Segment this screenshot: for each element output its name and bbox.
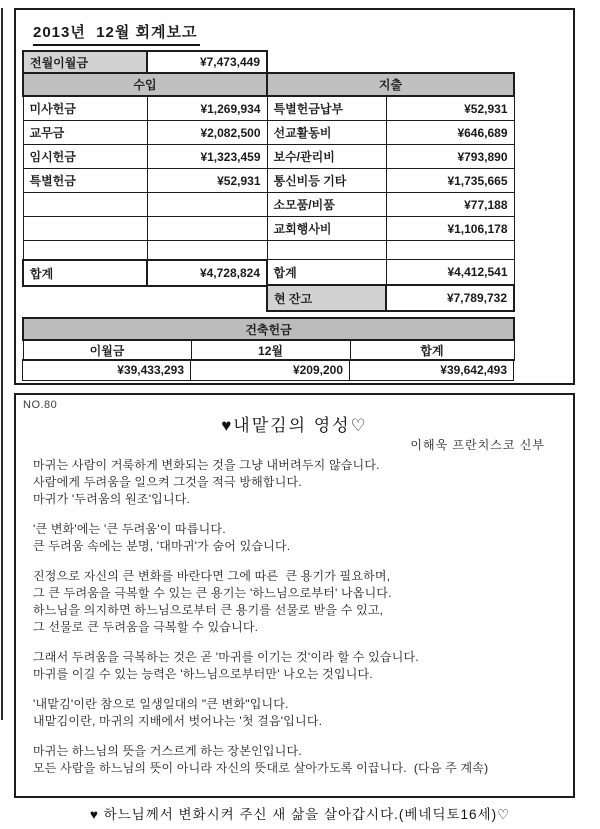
- income-row-value: ¥1,269,934: [147, 96, 267, 121]
- body-line: '큰 변화'에는 '큰 두려움'이 따릅니다.: [33, 522, 226, 536]
- expense-row-label: [267, 241, 386, 260]
- body-line: 그래서 두려움을 극복하는 것은 곧 '마귀를 이기는 것'이라 할 수 있습니다.: [33, 650, 419, 664]
- scan-artifact-line: [1, 8, 3, 720]
- building-col-december: 12월: [191, 340, 350, 361]
- income-row-value: ¥1,323,459: [147, 145, 267, 169]
- balance-value: ¥7,789,732: [386, 285, 514, 311]
- body-line: 마귀는 하느님의 뜻을 거스르게 하는 장본인입니다.: [33, 744, 302, 758]
- expense-row-label: 소모품/비품: [267, 193, 386, 217]
- body-line: 하느님을 의지하면 하느님으로부터 큰 용기를 선물로 받을 수 있고,: [33, 603, 384, 617]
- paragraph: [33, 743, 553, 777]
- expense-header: 지출: [267, 73, 514, 96]
- expense-total-label: 합계: [267, 260, 386, 286]
- expense-row-value: ¥1,735,665: [386, 169, 514, 193]
- expense-row-label: 통신비등 기타: [267, 169, 386, 193]
- income-total-label: 합계: [23, 260, 147, 286]
- body-line: 큰 두려움 속에는 분명, '대마귀'가 숨어 있습니다.: [33, 539, 291, 553]
- body-line: 진정으로 자신의 큰 변화를 바란다면 그에 따른 큰 용기가 필요하며,: [33, 569, 391, 583]
- expense-row-value: ¥1,106,178: [386, 217, 514, 241]
- income-row-label: 임시헌금: [23, 145, 147, 169]
- paragraph: [33, 521, 553, 555]
- building-val-december: ¥209,200: [191, 360, 350, 381]
- income-row-value: [147, 217, 267, 241]
- paragraph: [33, 696, 553, 730]
- paragraph: [33, 457, 553, 508]
- expense-row-label: 선교활동비: [267, 121, 386, 145]
- income-row-label: 특별헌금: [23, 169, 147, 193]
- income-table: [22, 72, 268, 287]
- body-line: '내맡김'이란 참으로 일생일대의 "큰 변화"입니다.: [33, 697, 289, 711]
- income-row-value: ¥52,931: [147, 169, 267, 193]
- income-row-label: [23, 241, 147, 261]
- building-val-total: ¥39,642,493: [350, 360, 514, 381]
- income-row-label: 교무금: [23, 121, 147, 145]
- carryover-value: ¥7,473,449: [147, 51, 267, 73]
- article-author: 이해욱 프란치스코 신부: [410, 438, 545, 452]
- page-footer-quote: ♥ 하느님께서 변화시켜 주신 새 삶을 살아갑시다.(베네딕토16세)♡: [89, 807, 511, 822]
- carryover-label: 전월이월금: [23, 51, 147, 73]
- body-line: 내맡김이란, 마귀의 지배에서 벗어나는 '첫 걸음'입니다.: [33, 714, 323, 728]
- building-fund-header: 건축헌금: [23, 318, 514, 340]
- balance-label: 현 잔고: [267, 285, 386, 311]
- expense-row-label: 교회행사비: [267, 217, 386, 241]
- article-number: NO.80: [23, 399, 58, 411]
- paragraph: [33, 649, 553, 683]
- body-line: 그 큰 두려움을 극복할 수 있는 큰 용기는 '하느님으로부터' 나옵니다.: [33, 586, 392, 600]
- accounting-report-box: [14, 8, 575, 385]
- expense-row-label: 특별헌금납부: [267, 96, 386, 121]
- expense-row-label: 보수/관리비: [267, 145, 386, 169]
- body-line: 마귀가 '두려움의 원조'입니다.: [33, 492, 191, 506]
- building-val-carryover: ¥39,433,293: [23, 360, 191, 381]
- expense-row-value: [386, 241, 514, 260]
- income-row-value: [147, 241, 267, 261]
- income-row-label: 미사헌금: [23, 96, 147, 121]
- building-fund-values-table: [22, 359, 514, 381]
- expense-row-value: ¥52,931: [386, 96, 514, 121]
- expense-table: [266, 72, 515, 312]
- body-line: 모든 사람을 하느님의 뜻이 아니라 자신의 뜻대로 살아가도록 이끕니다. (다음 주 계속): [33, 761, 489, 775]
- expense-row-value: ¥77,188: [386, 193, 514, 217]
- building-fund-table: [22, 317, 515, 361]
- article-title: ♥내맡김의 영성♡: [221, 416, 368, 435]
- body-line: 마귀는 사람이 거룩하게 변화되는 것을 그냥 내버려두지 않습니다.: [33, 458, 380, 472]
- carryover-table: [22, 50, 268, 74]
- income-row-label: [23, 193, 147, 217]
- essay-box: [14, 393, 575, 798]
- body-line: 사람에게 두려움을 일으켜 그것을 적극 방해합니다.: [33, 475, 302, 489]
- income-header: 수입: [23, 73, 267, 96]
- body-line: 그 선물로 큰 두려움을 극복할 수 있습니다.: [33, 620, 259, 634]
- building-col-total: 합계: [350, 340, 514, 361]
- expense-total-value: ¥4,412,541: [386, 260, 514, 286]
- income-row-value: [147, 193, 267, 217]
- body-line: 마귀를 이길 수 있는 능력은 '하느님으로부터만' 나오는 것입니다.: [33, 667, 373, 681]
- income-row-value: ¥2,082,500: [147, 121, 267, 145]
- article-body: [33, 457, 553, 790]
- expense-row-value: ¥646,689: [386, 121, 514, 145]
- report-title: 2013년 12월 회계보고: [33, 21, 200, 46]
- income-row-label: [23, 217, 147, 241]
- expense-row-value: ¥793,890: [386, 145, 514, 169]
- paragraph: [33, 568, 553, 636]
- income-total-value: ¥4,728,824: [147, 260, 267, 286]
- building-col-carryover: 이월금: [23, 340, 191, 361]
